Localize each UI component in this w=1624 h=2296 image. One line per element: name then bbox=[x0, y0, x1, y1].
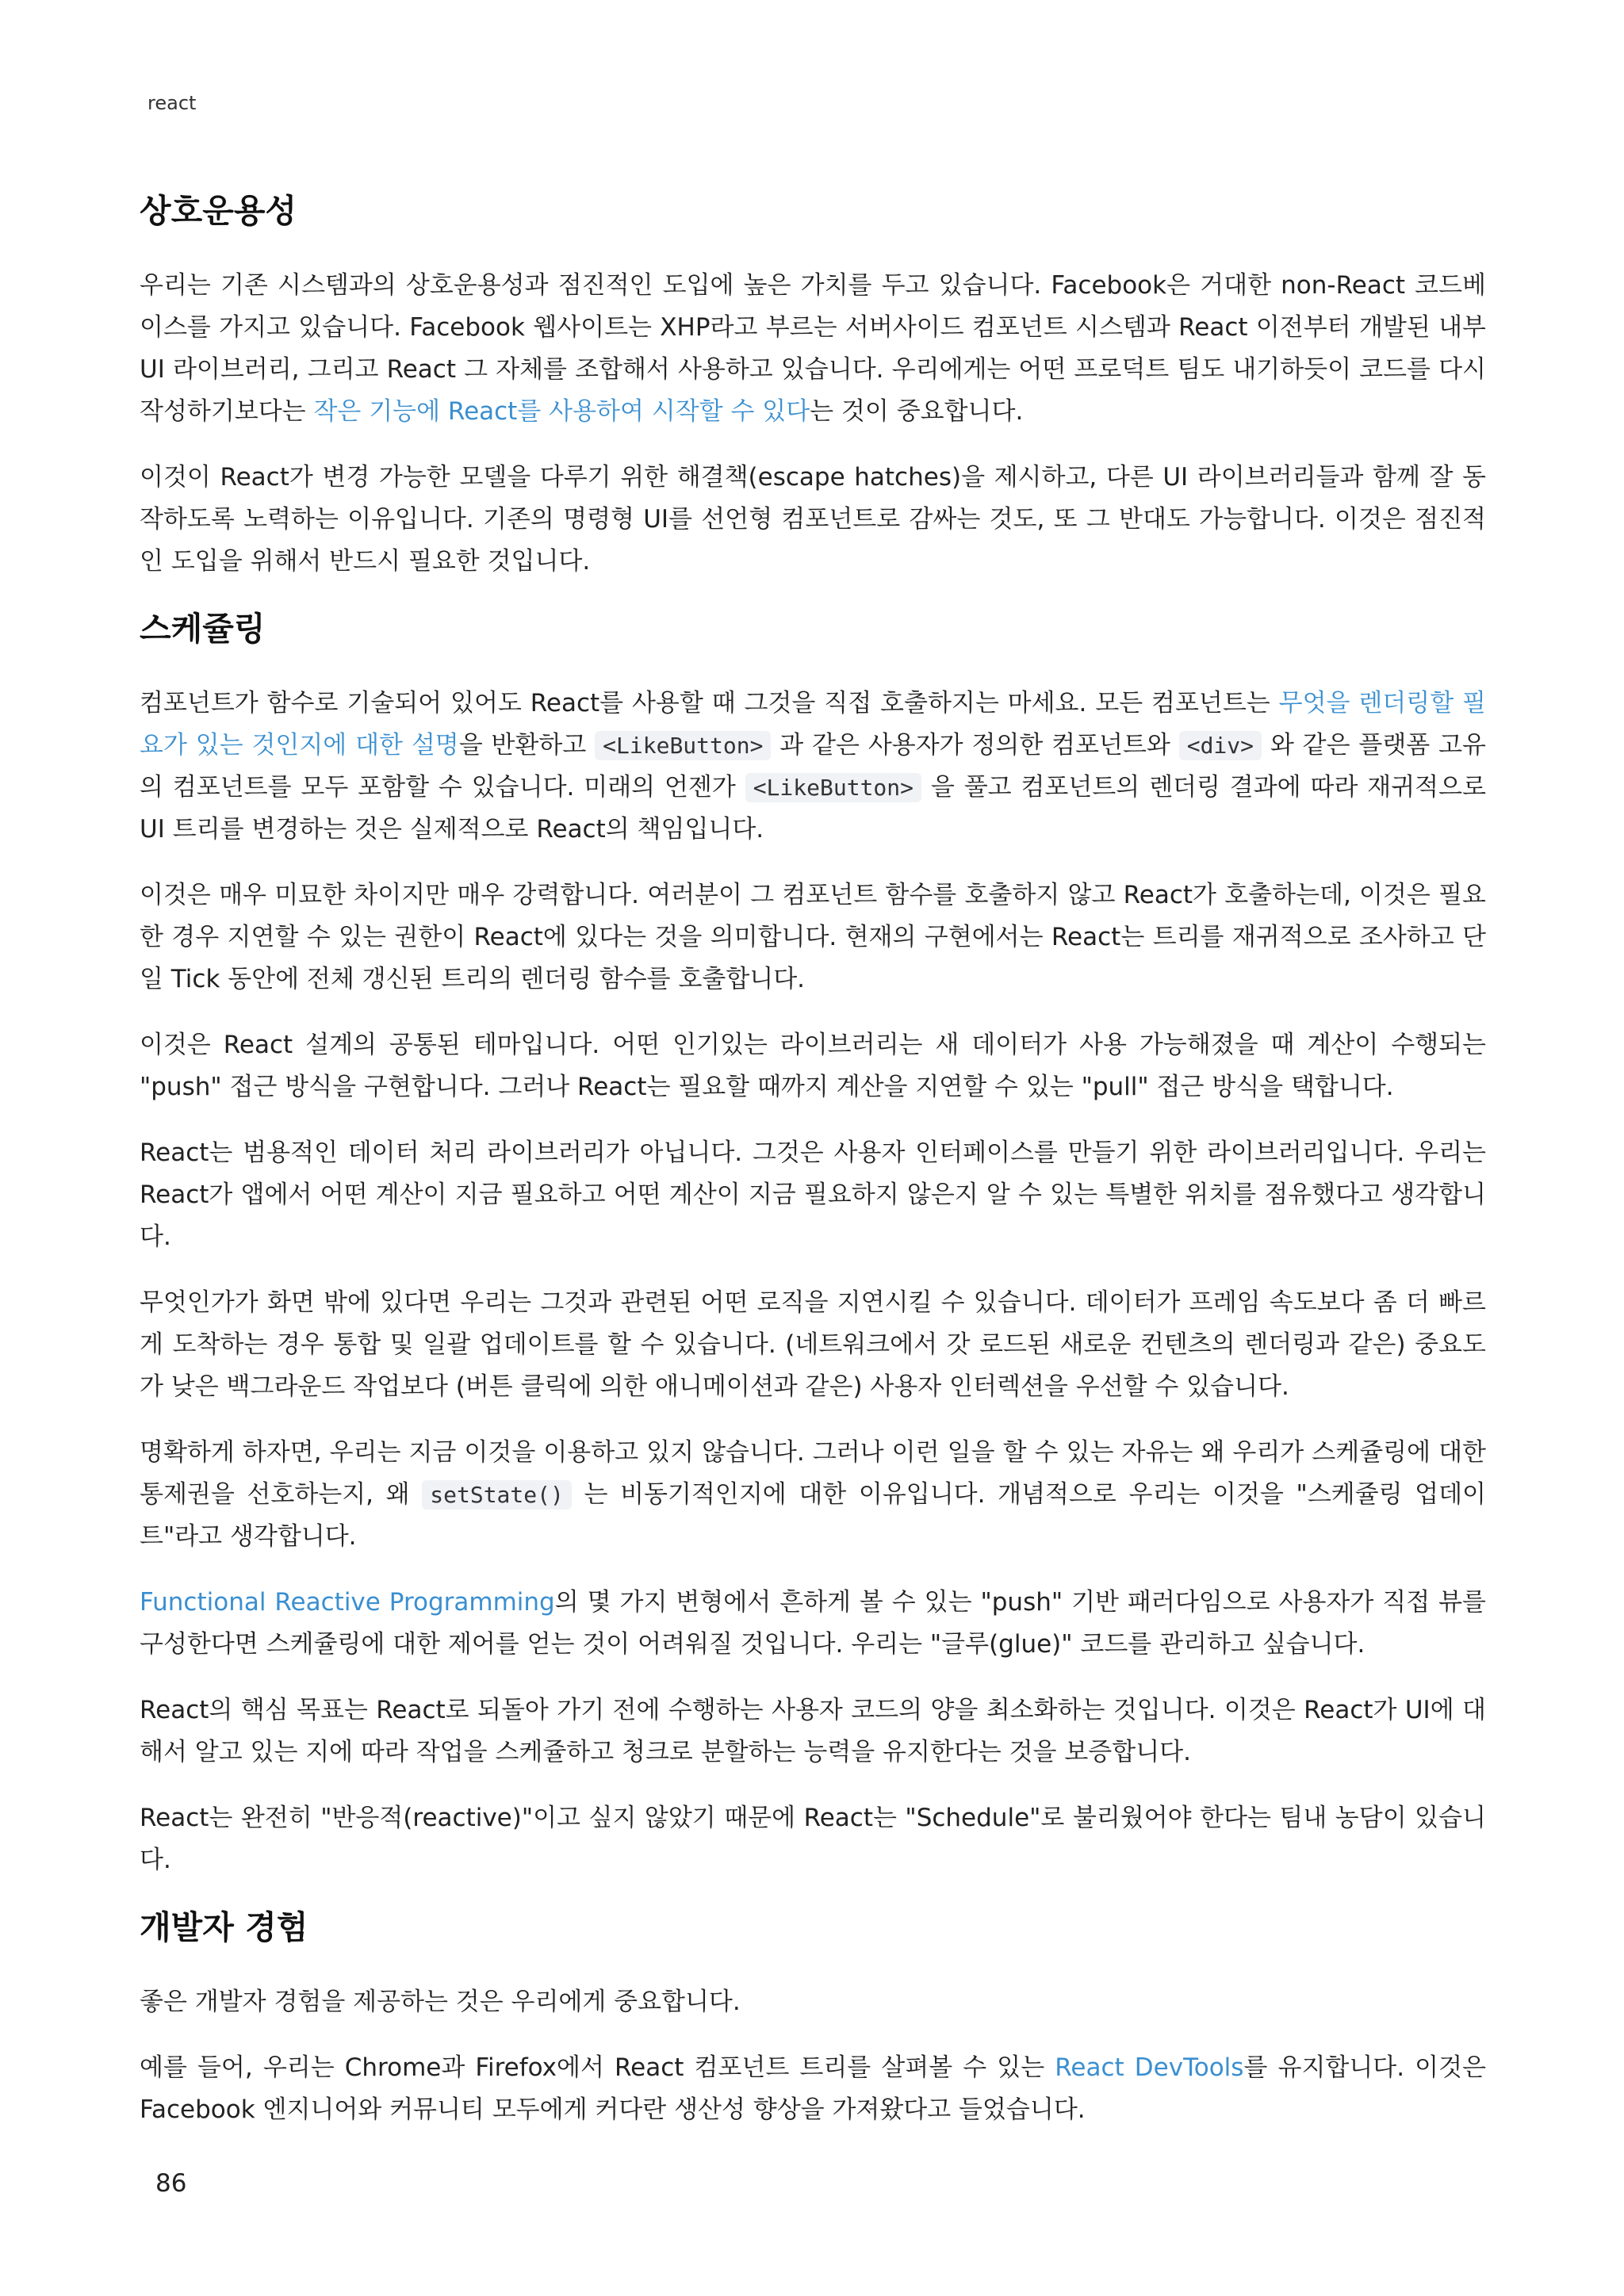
text-span: 명확하게 하자면, 우리는 지금 이것을 이용하고 있지 않습니다. 그러나 이런 일을 할 수 있는 자유는 왜 우리가 스케쥴링에 대한 통제권을 선호하는지, 왜 bbox=[140, 1438, 1486, 1509]
code-div: <div> bbox=[1179, 731, 1262, 760]
paragraph-scheduling-2: 이것은 매우 미묘한 차이지만 매우 강력합니다. 여러분이 그 컴포넌트 함수를 호출하지 않고 React가 호출하는데, 이것은 필요한 경우 지연할 수 있는 권한이 React에 있다는 것을 의미합니다. 현재의 구현에서는 React는 트리를 재귀적으로 조사하고 단일 Tick 동안에 전체 갱신된 트리의 렌더링 함수를 호출합니다. bbox=[140, 881, 1486, 993]
link-render-description[interactable]: 무엇을 렌더링할 필요가 있는 것인지에 대한 설명 bbox=[140, 689, 1486, 760]
code-likebutton: <LikeButton> bbox=[745, 773, 921, 802]
text-span: 를 유지합니다. 이것은 Facebook 엔지니어와 커뮤니티 모두에게 커다란 생산성 향상을 가져왔다고 들었습니다. bbox=[140, 2053, 1487, 2124]
code-setstate: setState() bbox=[422, 1480, 572, 1510]
page-content bbox=[140, 189, 1486, 2155]
paragraph-scheduling-6 bbox=[140, 1432, 1486, 1558]
paragraph-scheduling-7 bbox=[140, 1582, 1486, 1666]
paragraph-interop-1 bbox=[140, 265, 1486, 433]
running-header: react bbox=[147, 92, 197, 114]
paragraph-scheduling-3: 이것은 React 설계의 공통된 테마입니다. 어떤 인기있는 라이브러리는 새 데이터가 사용 가능해졌을 때 계산이 수행되는 "push" 접근 방식을 구현합니다. 그러나 React는 필요할 때까지 계산을 지연할 수 있는 "pull" 접근 방식을 택합니다. bbox=[140, 1031, 1486, 1101]
text-span: 과 같은 사용자가 정의한 컴포넌트와 bbox=[771, 731, 1179, 760]
paragraph-scheduling-5: 무엇인가가 화면 밖에 있다면 우리는 그것과 관련된 어떤 로직을 지연시킬 수 있습니다. 데이터가 프레임 속도보다 좀 더 빠르게 도착하는 경우 통합 및 일괄 업데이트를 할 수 있습니다. (네트워크에서 갓 로드된 새로운 컨텐츠의 렌더링과 같은) 중요도가 낮은 백그라운드 작업보다 (버튼 클릭에 의한 애니메이션과 같은) 사용자 인터렉션을 우선할 수 있습니다. bbox=[140, 1288, 1486, 1401]
link-frp[interactable]: Functional Reactive Programming bbox=[140, 1588, 555, 1617]
text-span: 예를 들어, 우리는 Chrome과 Firefox에서 React 컴포넌트 트리를 살펴볼 수 있는 bbox=[140, 2053, 1055, 2082]
text-span: 컴포넌트가 함수로 기술되어 있어도 React를 사용할 때 그것을 직접 호출하지는 마세요. 모든 컴포넌트는 bbox=[140, 689, 1279, 718]
heading-developer-experience: 개발자 경험 bbox=[140, 1908, 308, 1946]
text-span: 와 같은 플랫폼 고유의 컴포넌트를 모두 포함할 수 있습니다. 미래의 언젠가 bbox=[140, 731, 1486, 802]
heading-interoperability: 상호운용성 bbox=[140, 192, 297, 230]
text-span: 의 몇 가지 변형에서 흔하게 볼 수 있는 "push" 기반 패러다임으로 사용자가 직접 뷰를 구성한다면 스케쥴링에 대한 제어를 얻는 것이 어려워질 것입니다. 우리는 "글루(glue)" 코드를 관리하고 싶습니다. bbox=[140, 1588, 1486, 1659]
text-span: 을 풀고 컴포넌트의 렌더링 결과에 따라 재귀적으로 UI 트리를 변경하는 것은 실제적으로 React의 책임입니다. bbox=[140, 773, 1487, 844]
paragraph-devexp-1: 좋은 개발자 경험을 제공하는 것은 우리에게 중요합니다. bbox=[140, 1988, 741, 2016]
text-span: 는 비동기적인지에 대한 이유입니다. 개념적으로 우리는 이것을 "스케쥴링 업데이트"라고 생각합니다. bbox=[140, 1480, 1486, 1551]
paragraph-scheduling-4: React는 범용적인 데이터 처리 라이브러리가 아닙니다. 그것은 사용자 인터페이스를 만들기 위한 라이브러리입니다. 우리는 React가 앱에서 어떤 계산이 지금 필요하고 어떤 계산이 지금 필요하지 않은지 알 수 있는 특별한 위치를 점유했다고 생각합니다. bbox=[140, 1138, 1486, 1251]
heading-scheduling: 스케쥴링 bbox=[140, 610, 266, 648]
code-likebutton: <LikeButton> bbox=[595, 731, 771, 760]
text-span: 는 것이 중요합니다. bbox=[810, 397, 1024, 426]
text-span: 우리는 기존 시스템과의 상호운용성과 점진적인 도입에 높은 가치를 두고 있습니다. Facebook은 거대한 non-React 코드베이스를 가지고 있습니다. Facebook 웹사이트는 XHP라고 부르는 서버사이드 컴포넌트 시스템과 React 이전부터 개발된 내부 UI 라이브러리, 그리고 React 그 자체를 조합해서 사용하고 있습니다. 우리에게는 어떤 프로덕트 팀도 내기하듯이 코드를 다시 작성하기보다는 bbox=[140, 271, 1486, 426]
text-span: 을 반환하고 bbox=[458, 731, 596, 760]
paragraph-interop-2: 이것이 React가 변경 가능한 모델을 다루기 위한 해결책(escape hatches)을 제시하고, 다른 UI 라이브러리들과 함께 잘 동작하도록 노력하는 이유입니다. 기존의 명령형 UI를 선언형 컴포넌트로 감싸는 것도, 또 그 반대도 가능합니다. 이것은 점진적인 도입을 위해서 반드시 필요한 것입니다. bbox=[140, 463, 1486, 576]
paragraph-scheduling-8: React의 핵심 목표는 React로 되돌아 가기 전에 수행하는 사용자 코드의 양을 최소화하는 것입니다. 이것은 React가 UI에 대해서 알고 있는 지에 따라 작업을 스케쥴하고 청크로 분할하는 능력을 유지한다는 것을 보증합니다. bbox=[140, 1696, 1486, 1766]
paragraph-scheduling-1 bbox=[140, 683, 1486, 851]
link-react-devtools[interactable]: React DevTools bbox=[1055, 2053, 1244, 2082]
paragraph-scheduling-9: React는 완전히 "반응적(reactive)"이고 싶지 않았기 때문에 React는 "Schedule"로 불리웠어야 한다는 팀내 농담이 있습니다. bbox=[140, 1804, 1486, 1874]
paragraph-devexp-2 bbox=[140, 2047, 1486, 2131]
page-number: 86 bbox=[155, 2169, 187, 2198]
link-small-features[interactable]: 작은 기능에 React를 사용하여 시작할 수 있다 bbox=[313, 397, 810, 426]
